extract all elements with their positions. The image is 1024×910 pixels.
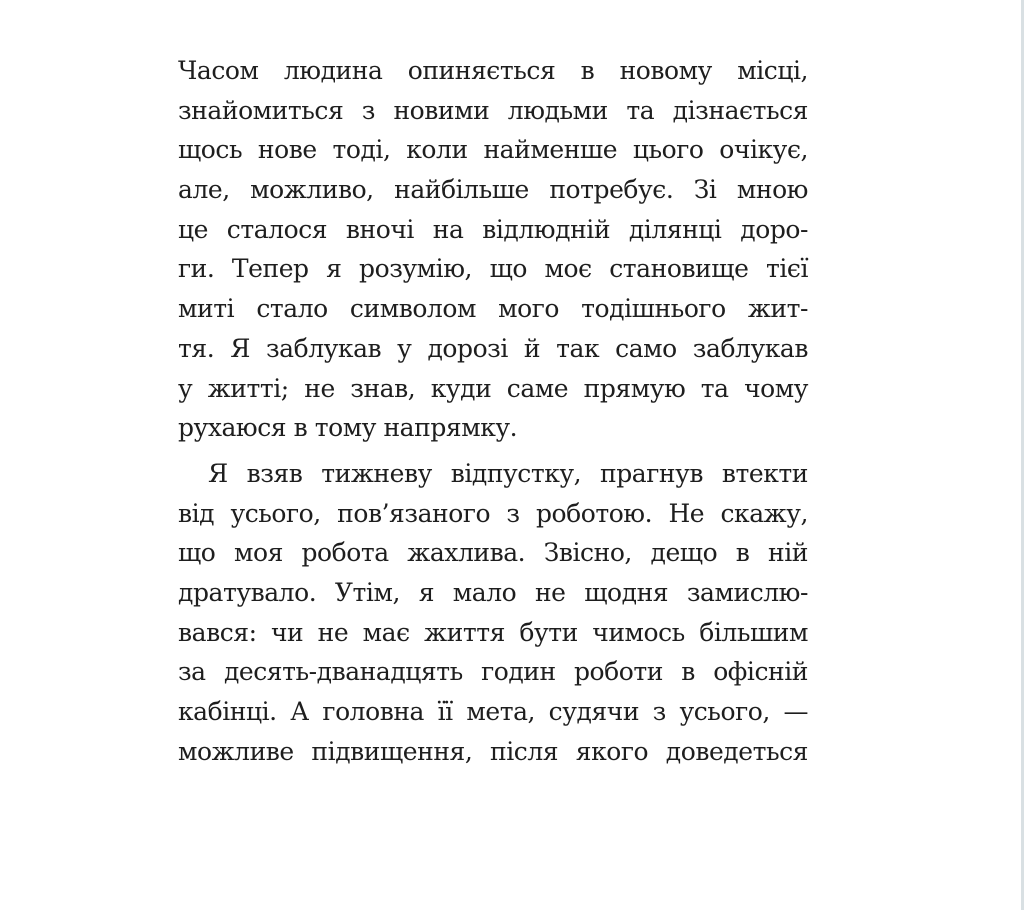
text-line: Часом людина опиняється в новому місці, [178, 56, 808, 85]
text-line: дратувало. Утім, я мало не щодня замислю- [178, 577, 808, 607]
text-line: від усього, пов’язаного з роботою. Не скажу, [178, 498, 808, 528]
text-line: це сталося вночі на відлюдній ділянці доро- [178, 214, 808, 244]
paragraph-2 [178, 454, 808, 772]
text-line: рухаюся в тому напрямку. [178, 413, 518, 443]
text-line: але, можливо, найбільше потребує. Зі мною [178, 175, 808, 205]
text-line: Я взяв тижневу відпустку, прагнув втекти [208, 458, 808, 488]
text-line: щось нове тоді, коли найменше цього очікує, [178, 135, 808, 165]
text-line: що моя робота жахлива. Звісно, дещо в ній [178, 538, 808, 568]
text-line: ги. Тепер я розумію, що моє становище тієї [178, 254, 808, 284]
text-line: вався: чи не має життя бути чимось більшим [178, 617, 808, 647]
text-line: можливе підвищення, після якого доведеться [178, 736, 808, 766]
text-line: знайомиться з новими людьми та дізнається [178, 95, 808, 125]
text-line: за десять-дванадцять годин роботи в офісній [178, 657, 808, 687]
text-line: тя. Я заблукав у дорозі й так само заблукав [178, 333, 808, 363]
text-line: у житті; не знав, куди саме прямую та чому [178, 373, 808, 403]
body-text [178, 51, 808, 771]
text-line: кабінці. А головна її мета, судячи з усього, — [178, 697, 808, 726]
text-line: миті стало символом мого тодішнього жит- [178, 294, 808, 324]
paragraph-1 [178, 51, 808, 448]
